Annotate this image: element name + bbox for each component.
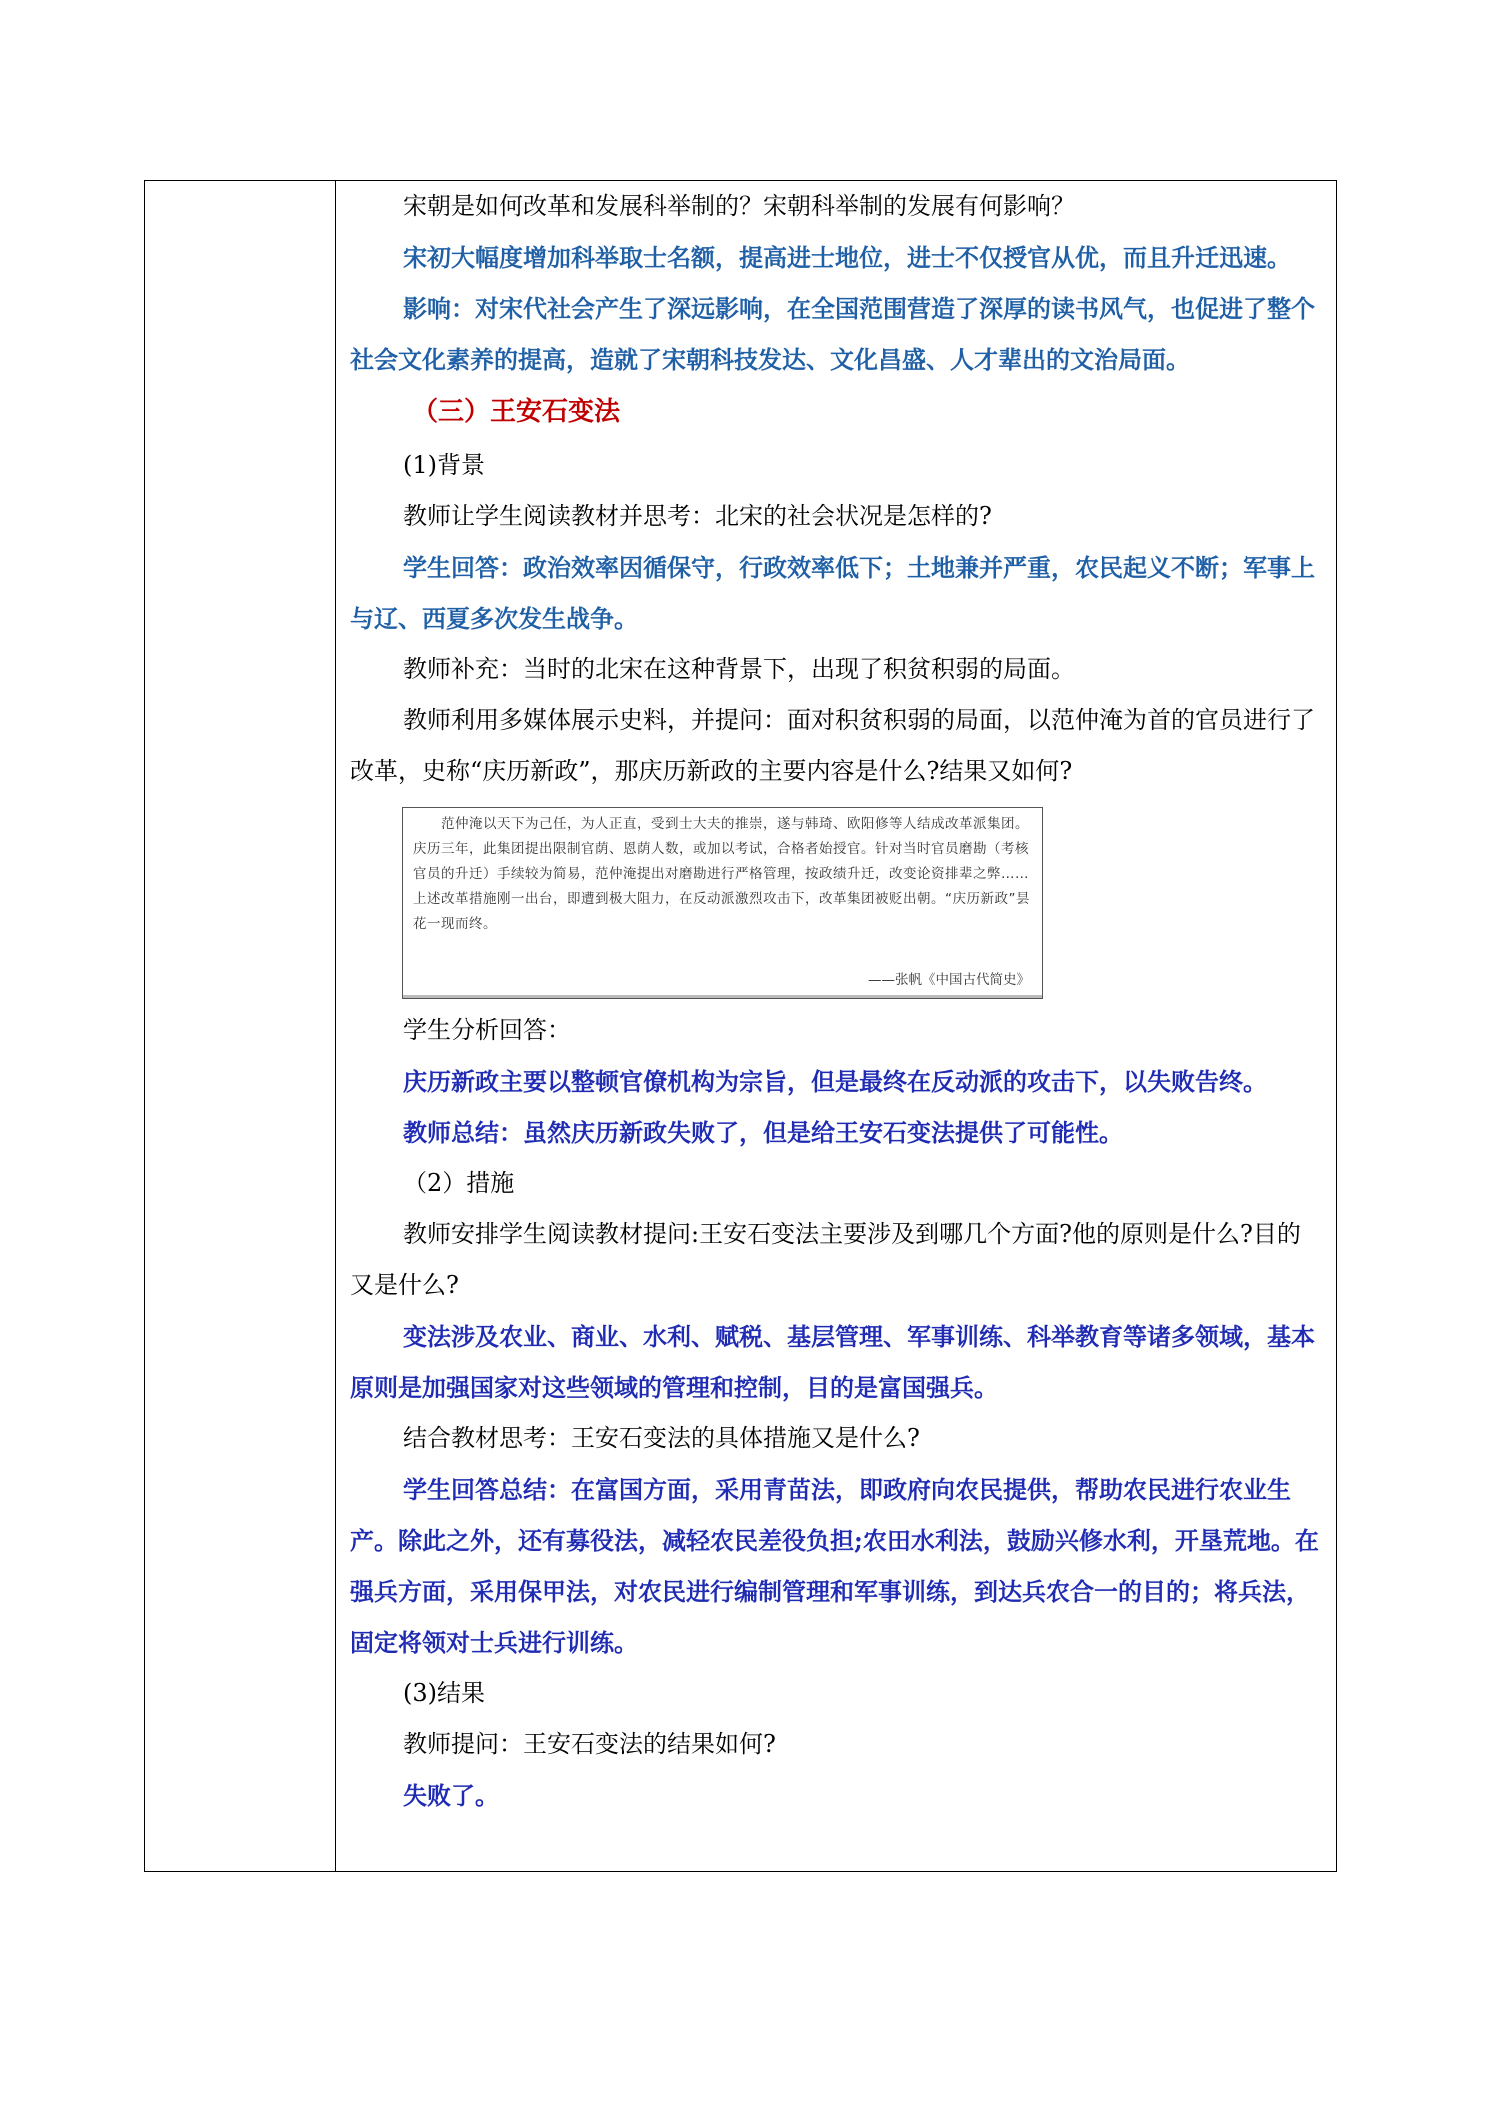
question-keju: 宋朝是如何改革和发展科举制的？宋朝科举制的发展有何影响？ (403, 192, 1075, 220)
teacher-summary: 教师总结：虽然庆历新政失败了，但是给王安石变法提供了可能性。 (403, 1118, 1123, 1147)
lesson-table (144, 180, 1337, 1872)
subheading-result: (3)结果 (403, 1679, 485, 1707)
source-cut-edge (403, 995, 1042, 998)
answer-keju-influence: 影响：对宋代社会产生了深远影响，在全国范围营造了深厚的读书风气，也促进了整个社会文化素养的提高，造就了宋朝科技发达、文化昌盛、人才辈出的文治局面。 (350, 294, 1315, 374)
subheading-background: (1)背景 (403, 451, 485, 479)
student-analysis-label: 学生分析回答： (403, 1016, 571, 1044)
teacher-question-qingli: 教师利用多媒体展示史料，并提问：面对积贫积弱的局面，以范仲淹为首的官员进行了改革，史称“庆历新政”，那庆历新政的主要内容是什么?结果又如何? (350, 706, 1315, 785)
source-text: 范仲淹以天下为己任，为人正直，受到士大夫的推崇，遂与韩琦、欧阳修等人结成改革派集团。庆历三年，此集团提出限制官荫、恩荫人数，或加以考试，合格者始授官。针对当时官员磨勘（考核官员的升迁）手续较为简易，范仲淹提出对磨勘进行严格管理，按政绩升迁，改变论资排辈之弊……上述改革措施刚一出台，即遭到极大阻力，在反动派激烈攻击下，改革集团被贬出朝。“庆历新政”昙花一现而终。 (413, 816, 1030, 932)
answer-qingli: 庆历新政主要以整顿官僚机构为宗旨，但是最终在反动派的攻击下，以失败告终。 (403, 1067, 1267, 1096)
source-citation: ——张帆《中国古代简史》 (868, 972, 1030, 988)
question-society: 教师让学生阅读教材并思考：北宋的社会状况是怎样的? (403, 502, 992, 530)
historical-source-image (402, 807, 1043, 999)
question-reform-areas: 教师安排学生阅读教材提问:王安石变法主要涉及到哪几个方面?他的原则是什么?目的又是什么? (350, 1220, 1301, 1299)
teacher-supplement: 教师补充：当时的北宋在这种背景下，出现了积贫积弱的局面。 (403, 655, 1075, 683)
question-result: 教师提问：王安石变法的结果如何? (403, 1730, 776, 1758)
question-measures: 结合教材思考：王安石变法的具体措施又是什么? (403, 1424, 920, 1452)
answer-measures: 学生回答总结：在富国方面，采用青苗法，即政府向农民提供，帮助农民进行农业生产。除此之外，还有募役法，减轻农民差役负担;农田水利法，鼓励兴修水利，开垦荒地。在强兵方面，采用保甲法，对农民进行编制管理和军事训练，到达兵农合一的目的；将兵法，固定将领对士兵进行训练。 (350, 1475, 1319, 1657)
section-heading: （三）王安石变法 (412, 397, 621, 427)
answer-society: 学生回答：政治效率因循保守，行政效率低下；土地兼并严重，农民起义不断；军事上与辽、西夏多次发生战争。 (350, 553, 1315, 633)
answer-result: 失败了。 (403, 1781, 499, 1810)
lesson-content (350, 181, 1322, 1821)
answer-keju: 宋初大幅度增加科举取士名额，提高进士地位，进士不仅授官从优，而且升迁迅速。 (403, 243, 1291, 272)
answer-reform-areas: 变法涉及农业、商业、水利、赋税、基层管理、军事训练、科举教育等诸多领域，基本原则是加强国家对这些领域的管理和控制，目的是富国强兵。 (350, 1322, 1315, 1402)
subheading-measures: （2）措施 (403, 1169, 515, 1197)
column-divider (335, 181, 336, 1871)
